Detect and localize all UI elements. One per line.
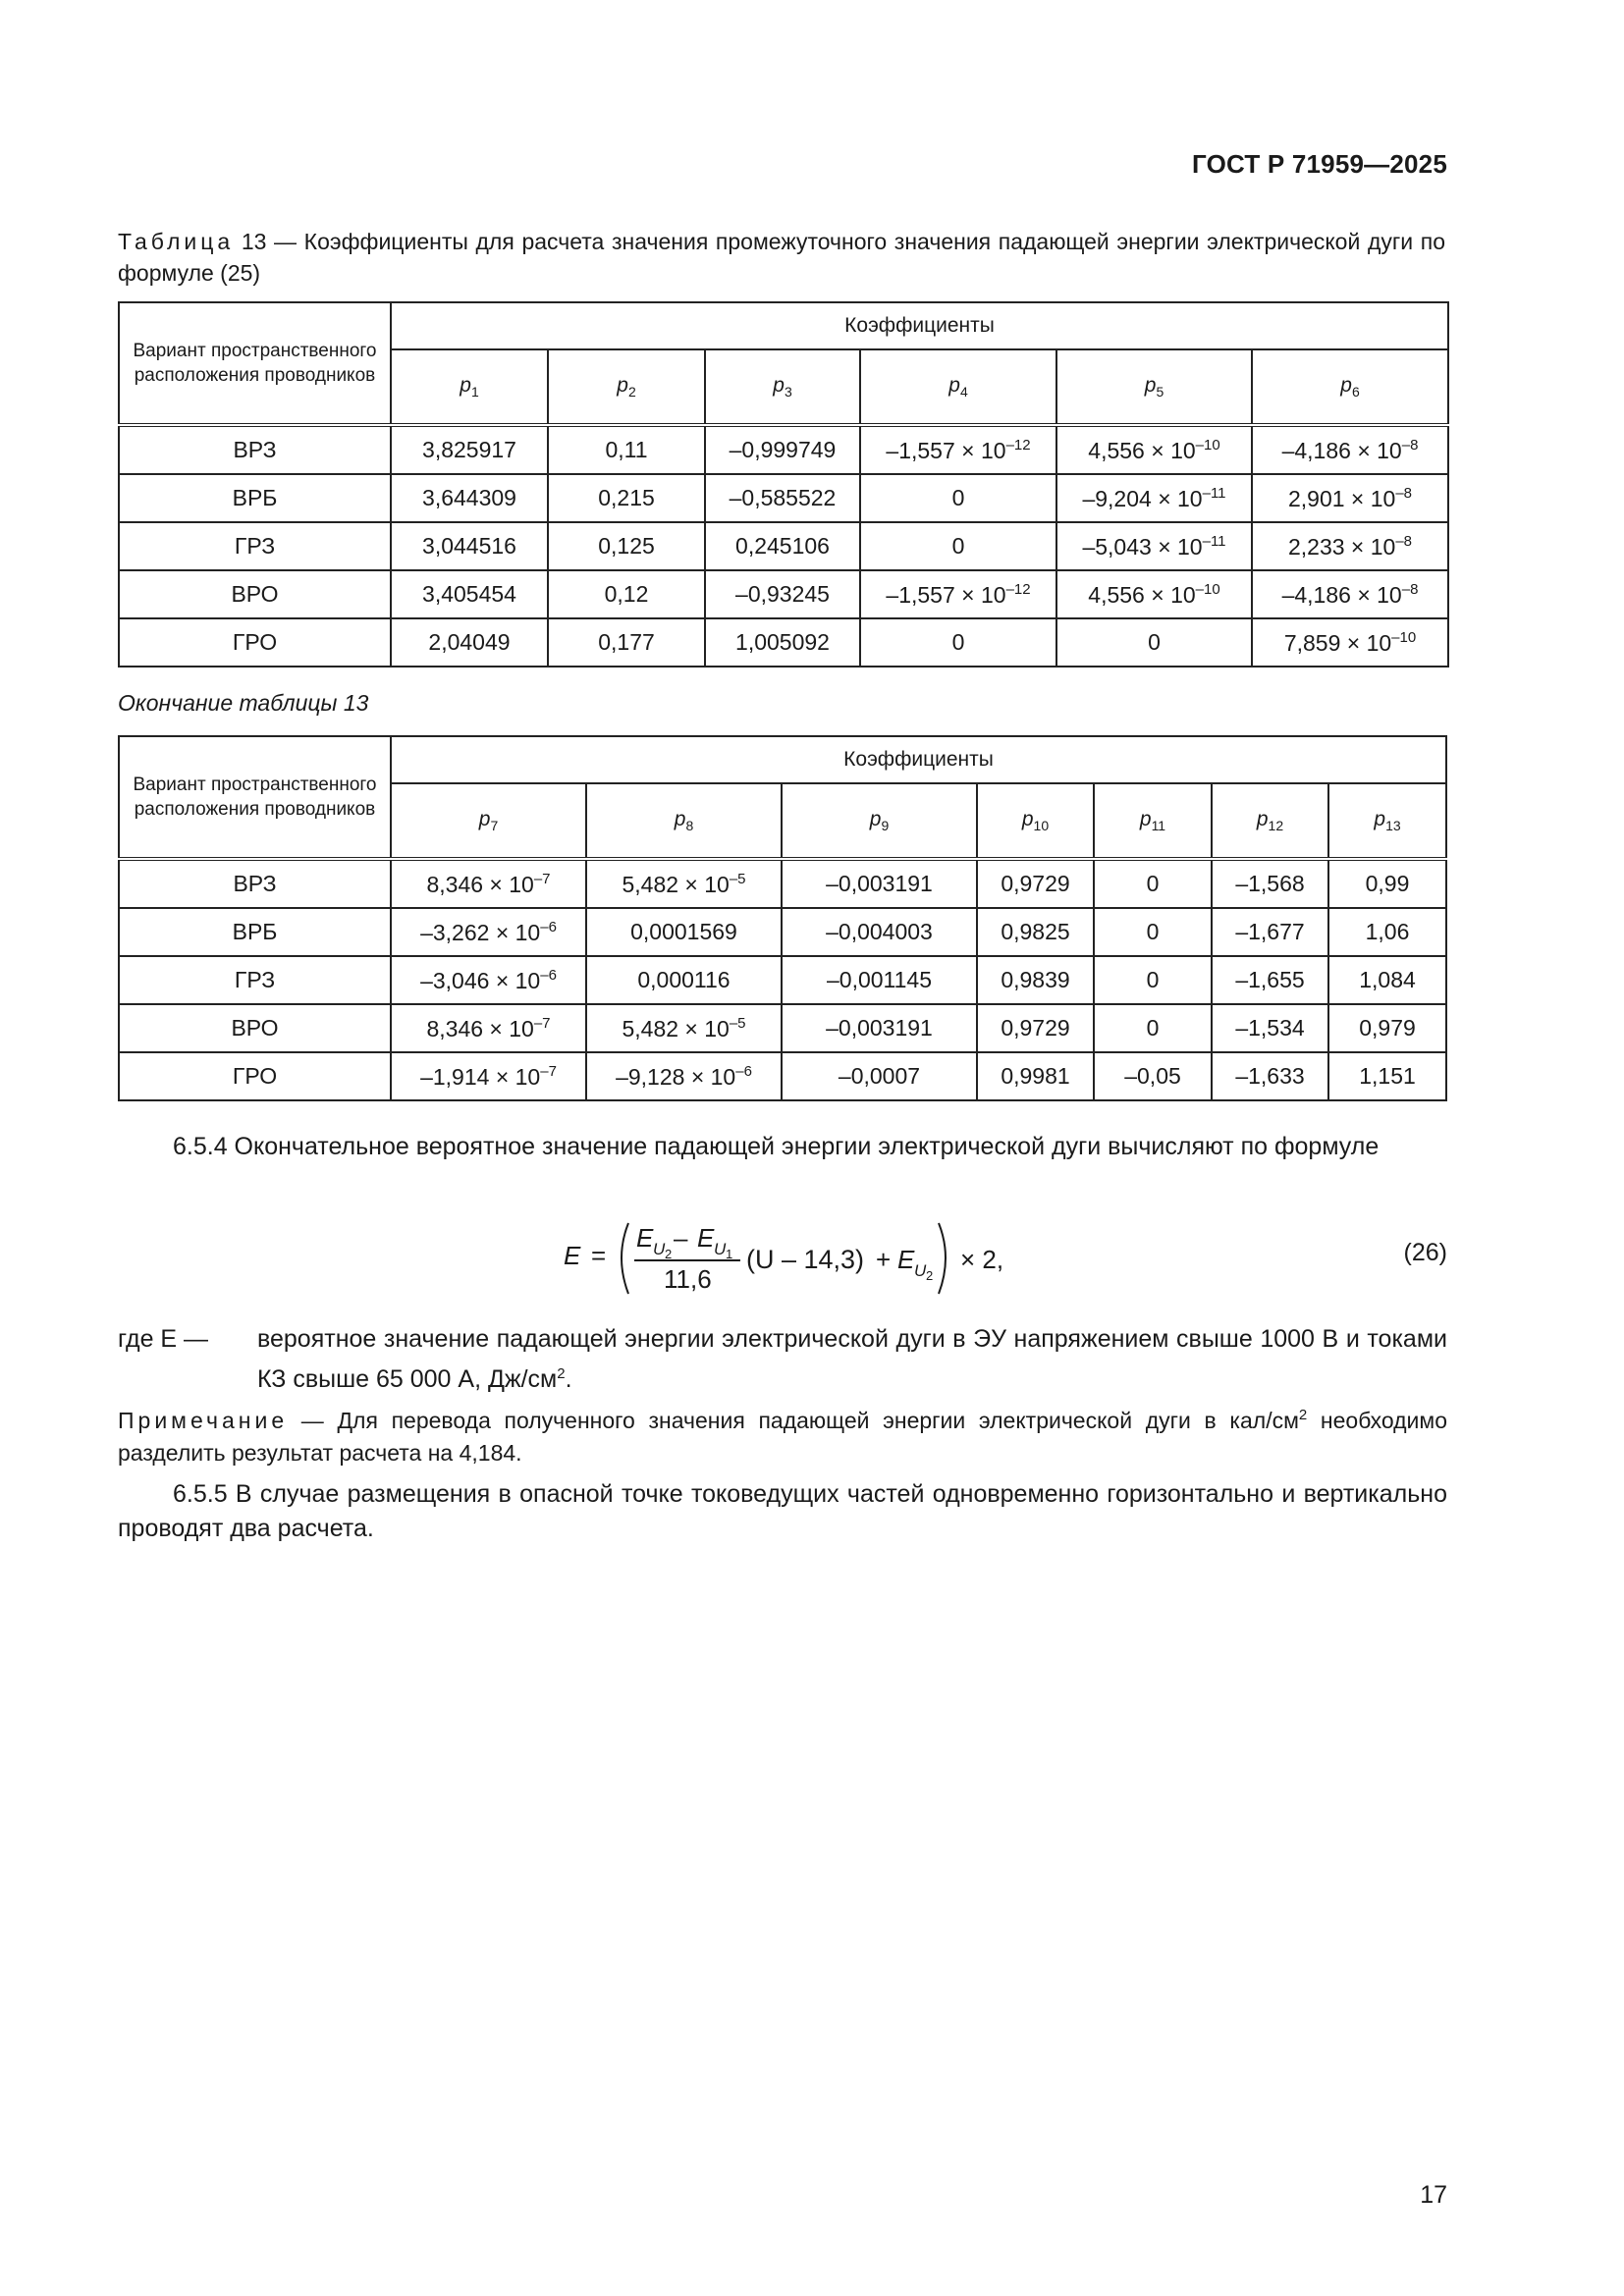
cell-exponent: –6 [735, 1062, 752, 1080]
value-cell [1212, 908, 1328, 956]
value-cell [1094, 908, 1212, 956]
cell-exponent: –5 [729, 1014, 746, 1032]
column-symbol: p [773, 373, 785, 397]
page-number: 17 [1420, 2181, 1447, 2209]
cell-value: 0,9729 [1001, 871, 1070, 896]
cell-value: –9,128 × 10 [616, 1063, 736, 1090]
table-caption [118, 226, 1445, 289]
value-cell [705, 425, 860, 474]
cell-exponent: –8 [1401, 436, 1419, 454]
column-symbol: p [1144, 373, 1157, 397]
table-row [119, 859, 1446, 908]
numerator-sub-b: U [714, 1240, 727, 1258]
note-text-b: необходимо разделить результат расчета на 4,184. [118, 1408, 1448, 1466]
value-cell [1212, 859, 1328, 908]
cell-value: 3,405454 [422, 581, 516, 607]
cell-exponent: –7 [533, 870, 551, 887]
column-symbol: p [948, 373, 960, 397]
cell-exponent: –12 [1005, 436, 1031, 454]
eu2-sub2: 2 [926, 1268, 934, 1283]
column-subscript: 6 [1351, 384, 1360, 400]
cell-value: 0,125 [598, 533, 655, 559]
value-cell [977, 908, 1094, 956]
cell-value: –1,655 [1235, 967, 1305, 992]
column-header-table13b-1 [586, 783, 782, 859]
formula-equals: = [591, 1241, 607, 1270]
column-subscript: 4 [959, 384, 968, 400]
value-cell [548, 474, 705, 522]
paragraph-6-5-4: 6.5.4 Окончательное вероятное значение падающей энергии электрической дуги вычисляют по формуле [173, 1133, 1380, 1160]
cell-value: 5,482 × 10 [622, 1015, 730, 1041]
value-cell [1094, 1052, 1212, 1100]
cell-value: –0,003191 [826, 1015, 933, 1041]
cell-value: 3,825917 [422, 437, 516, 462]
table-caption-text: 13 — Коэффициенты для расчета значения промежуточного значения падающей энергии электрической дуги по формуле (25) [118, 229, 1445, 286]
cell-value: 7,859 × 10 [1283, 629, 1392, 656]
value-cell [586, 1004, 782, 1052]
cell-exponent: –10 [1195, 436, 1220, 454]
cell-value: 0,99 [1365, 871, 1410, 896]
value-cell [1252, 570, 1448, 618]
cell-value: –0,0007 [838, 1063, 921, 1089]
value-cell [1056, 425, 1252, 474]
value-cell [391, 956, 586, 1004]
value-cell [782, 1004, 977, 1052]
cell-value: –9,204 × 10 [1082, 485, 1203, 511]
column-header-table13-5 [1252, 349, 1448, 425]
bracket-term: (U – 14,3) [746, 1245, 865, 1274]
column-subscript: 2 [627, 384, 636, 400]
numerator-e1: E [636, 1223, 654, 1253]
value-cell [586, 1052, 782, 1100]
column-header-table13b-4 [1094, 783, 1212, 859]
cell-exponent: –6 [540, 966, 557, 984]
cell-value: –1,568 [1235, 871, 1305, 896]
value-cell [1056, 618, 1252, 667]
value-cell [1328, 908, 1446, 956]
formula-number: (26) [1403, 1239, 1447, 1266]
value-cell [782, 859, 977, 908]
cell-value: –3,046 × 10 [420, 967, 541, 993]
value-cell [391, 1004, 586, 1052]
column-header-table13b-2 [782, 783, 977, 859]
variant-cell: ГРО [119, 618, 391, 667]
value-cell [977, 1052, 1094, 1100]
note-text-a: — Для перевода полученного значения падающей энергии электрической дуги в кал/см [288, 1408, 1299, 1433]
variant-cell: ВРО [119, 1004, 391, 1052]
cell-value: 0,9839 [1001, 967, 1070, 992]
cell-value: 0 [951, 485, 965, 510]
value-cell [1094, 1004, 1212, 1052]
value-cell [1252, 425, 1448, 474]
value-cell [1328, 1052, 1446, 1100]
cell-value: 0,12 [604, 581, 649, 607]
cell-value: 4,556 × 10 [1088, 581, 1196, 608]
cell-value: –0,05 [1124, 1063, 1181, 1089]
table-body [119, 425, 1448, 667]
numerator-sub-a2: 2 [665, 1247, 673, 1261]
column-header-table13b-3 [977, 783, 1094, 859]
cell-exponent: –10 [1195, 580, 1220, 598]
value-cell [548, 618, 705, 667]
table-body [119, 859, 1446, 1100]
column-header-table13-3 [860, 349, 1056, 425]
formula-26 [560, 1213, 1110, 1302]
value-cell [1056, 522, 1252, 570]
cell-exponent: –5 [729, 870, 746, 887]
value-cell [860, 474, 1056, 522]
note-label: Примечание [118, 1408, 289, 1433]
where-definition-end: . [565, 1365, 572, 1393]
value-cell [977, 956, 1094, 1004]
cell-value: 8,346 × 10 [426, 1015, 534, 1041]
column-symbol: p [1256, 807, 1269, 830]
value-cell [586, 908, 782, 956]
value-cell [1094, 956, 1212, 1004]
column-header-table13-4 [1056, 349, 1252, 425]
value-cell [1252, 474, 1448, 522]
cell-value: 0,177 [598, 629, 655, 655]
value-cell [548, 570, 705, 618]
table-row [119, 425, 1448, 474]
table-row [119, 618, 1448, 667]
cell-value: 0,215 [598, 485, 655, 510]
column-subscript: 11 [1151, 818, 1166, 834]
value-cell [977, 859, 1094, 908]
numerator-sub-a: U [653, 1240, 666, 1258]
column-header-table13-2 [705, 349, 860, 425]
cell-value: 1,084 [1359, 967, 1416, 992]
column-header-table13-0 [391, 349, 548, 425]
cell-value: 3,044516 [422, 533, 516, 559]
where-clause [118, 1322, 1447, 1397]
cell-value: 2,901 × 10 [1287, 485, 1396, 511]
value-cell [1212, 1004, 1328, 1052]
value-cell [705, 618, 860, 667]
table-row [119, 474, 1448, 522]
formula-plus: + [876, 1245, 892, 1274]
cell-exponent: –10 [1391, 628, 1417, 646]
value-cell [860, 522, 1056, 570]
formula-times: × 2, [960, 1245, 1004, 1274]
value-cell [782, 1052, 977, 1100]
cell-value: –0,004003 [826, 919, 933, 944]
cell-value: –0,585522 [729, 485, 837, 510]
value-cell [1328, 859, 1446, 908]
column-subscript: 5 [1156, 384, 1164, 400]
value-cell [1056, 474, 1252, 522]
cell-value: –1,534 [1235, 1015, 1305, 1041]
table-row [119, 522, 1448, 570]
value-cell [391, 474, 548, 522]
value-cell [1212, 1052, 1328, 1100]
denominator: 11,6 [664, 1264, 712, 1294]
value-cell [391, 618, 548, 667]
coefficients-header: Коэффициенты [391, 736, 1446, 783]
cell-exponent: –8 [1401, 580, 1419, 598]
cell-value: –3,262 × 10 [420, 919, 541, 945]
where-definition-sup: 2 [557, 1365, 566, 1382]
cell-exponent: –6 [540, 918, 557, 935]
eu2-sub: U [914, 1261, 927, 1280]
value-cell [391, 859, 586, 908]
cell-value: 0 [1148, 629, 1161, 655]
cell-value: –1,557 × 10 [886, 581, 1006, 608]
right-paren [939, 1223, 946, 1294]
value-cell [1328, 956, 1446, 1004]
value-cell [782, 956, 977, 1004]
variant-header: Вариант пространственного расположения проводников [119, 736, 391, 859]
column-subscript: 9 [881, 818, 890, 834]
variant-cell: ВРБ [119, 474, 391, 522]
table-row [119, 908, 1446, 956]
document-id: ГОСТ Р 71959—2025 [1192, 149, 1447, 179]
value-cell [391, 522, 548, 570]
numerator-e2: E [697, 1223, 715, 1253]
cell-exponent: –7 [533, 1014, 551, 1032]
variant-cell: ВРБ [119, 908, 391, 956]
paragraph-6-5-5: 6.5.5 В случае размещения в опасной точке токоведущих частей одновременно горизонтально и вертикально проводят два расчета. [118, 1480, 1447, 1542]
cell-value: 8,346 × 10 [426, 871, 534, 897]
coefficient-table-part2 [118, 735, 1447, 1101]
cell-value: –1,914 × 10 [420, 1063, 541, 1090]
table-continuation-label: Окончание таблицы 13 [118, 690, 369, 716]
value-cell [782, 908, 977, 956]
table-row [119, 1052, 1446, 1100]
column-subscript: 13 [1385, 818, 1401, 834]
value-cell [586, 956, 782, 1004]
cell-value: –4,186 × 10 [1281, 437, 1402, 463]
cell-value: –1,557 × 10 [886, 437, 1006, 463]
table-row [119, 956, 1446, 1004]
column-header-table13b-0 [391, 783, 586, 859]
where-definition-text: вероятное значение падающей энергии электрической дуги в ЭУ напряжением свыше 1000 В и токами КЗ свыше 65 000 А, Дж/см [257, 1325, 1447, 1393]
value-cell [1252, 522, 1448, 570]
column-symbol: p [1139, 807, 1152, 830]
cell-value: 4,556 × 10 [1088, 437, 1196, 463]
value-cell [1212, 956, 1328, 1004]
value-cell [391, 570, 548, 618]
table-row [119, 570, 1448, 618]
cell-value: 1,151 [1359, 1063, 1416, 1089]
eu2-e: E [897, 1245, 915, 1274]
column-symbol: p [1374, 807, 1386, 830]
value-cell [1252, 618, 1448, 667]
cell-exponent: –11 [1202, 484, 1226, 502]
value-cell [705, 474, 860, 522]
cell-value: –0,999749 [729, 437, 837, 462]
cell-value: 1,06 [1365, 919, 1410, 944]
column-subscript: 10 [1033, 818, 1050, 834]
cell-value: 3,644309 [422, 485, 516, 510]
cell-value: 1,005092 [735, 629, 830, 655]
cell-value: 2,233 × 10 [1287, 533, 1396, 560]
variant-cell: ГРЗ [119, 956, 391, 1004]
column-symbol: p [617, 373, 628, 397]
variant-header: Вариант пространственного расположения проводников [119, 302, 391, 425]
cell-value: –0,93245 [735, 581, 830, 607]
column-symbol: p [1021, 807, 1034, 830]
column-symbol: p [460, 373, 471, 397]
column-header-table13b-5 [1212, 783, 1328, 859]
column-symbol: p [869, 807, 882, 830]
column-subscript: 3 [784, 384, 792, 400]
value-cell [1328, 1004, 1446, 1052]
value-cell [860, 425, 1056, 474]
left-paren [622, 1223, 628, 1294]
column-subscript: 1 [470, 384, 479, 400]
cell-value: 0,000116 [637, 967, 731, 992]
cell-value: –0,003191 [826, 871, 933, 896]
cell-value: –0,001145 [826, 967, 932, 992]
cell-value: 2,04049 [428, 629, 511, 655]
cell-value: 0,9729 [1001, 1015, 1070, 1041]
table-row [119, 1004, 1446, 1052]
value-cell [977, 1004, 1094, 1052]
where-key: где E — [118, 1325, 209, 1353]
column-subscript: 8 [685, 818, 694, 834]
cell-value: 0 [1146, 967, 1160, 992]
cell-value: 0,0001569 [630, 919, 737, 944]
value-cell [391, 425, 548, 474]
cell-value: 0 [951, 629, 965, 655]
variant-cell: ВРЗ [119, 859, 391, 908]
column-header-table13b-6 [1328, 783, 1446, 859]
cell-value: 5,482 × 10 [622, 871, 730, 897]
numerator-sub-b2: 1 [726, 1247, 733, 1261]
cell-exponent: –8 [1395, 532, 1413, 550]
value-cell [705, 570, 860, 618]
column-symbol: p [1340, 373, 1352, 397]
formula-lhs: E [564, 1241, 581, 1270]
column-symbol: p [674, 807, 686, 830]
value-cell [391, 1052, 586, 1100]
value-cell [1094, 859, 1212, 908]
value-cell [548, 425, 705, 474]
value-cell [1056, 570, 1252, 618]
coefficients-header: Коэффициенты [391, 302, 1448, 349]
cell-value: –1,677 [1235, 919, 1305, 944]
value-cell [548, 522, 705, 570]
cell-value: –5,043 × 10 [1082, 533, 1203, 560]
value-cell [860, 618, 1056, 667]
variant-cell: ВРЗ [119, 425, 391, 474]
column-subscript: 7 [490, 818, 499, 834]
variant-cell: ГРЗ [119, 522, 391, 570]
value-cell [586, 859, 782, 908]
note-sup: 2 [1298, 1407, 1308, 1423]
cell-value: 0 [951, 533, 965, 559]
cell-value: –1,633 [1235, 1063, 1305, 1089]
column-subscript: 12 [1268, 818, 1284, 834]
column-header-table13-1 [548, 349, 705, 425]
numerator-minus: – [674, 1223, 688, 1253]
cell-value: 0,9981 [1001, 1063, 1070, 1089]
cell-exponent: –12 [1005, 580, 1031, 598]
coefficient-table-part1 [118, 301, 1449, 667]
value-cell [705, 522, 860, 570]
cell-value: 0,245106 [735, 533, 830, 559]
where-definition [257, 1322, 1447, 1397]
cell-value: 0 [1146, 871, 1160, 896]
cell-exponent: –8 [1395, 484, 1413, 502]
variant-cell: ВРО [119, 570, 391, 618]
cell-exponent: –11 [1202, 532, 1226, 550]
cell-value: –4,186 × 10 [1281, 581, 1402, 608]
value-cell [860, 570, 1056, 618]
cell-exponent: –7 [540, 1062, 557, 1080]
table-caption-label: Таблица [118, 229, 235, 254]
cell-value: 0 [1146, 1015, 1160, 1041]
column-symbol: p [478, 807, 491, 830]
cell-value: 0,9825 [1001, 919, 1070, 944]
note [118, 1399, 1447, 1469]
cell-value: 0,979 [1359, 1015, 1416, 1041]
cell-value: 0 [1146, 919, 1160, 944]
variant-cell: ГРО [119, 1052, 391, 1100]
cell-value: 0,11 [605, 437, 648, 462]
value-cell [391, 908, 586, 956]
